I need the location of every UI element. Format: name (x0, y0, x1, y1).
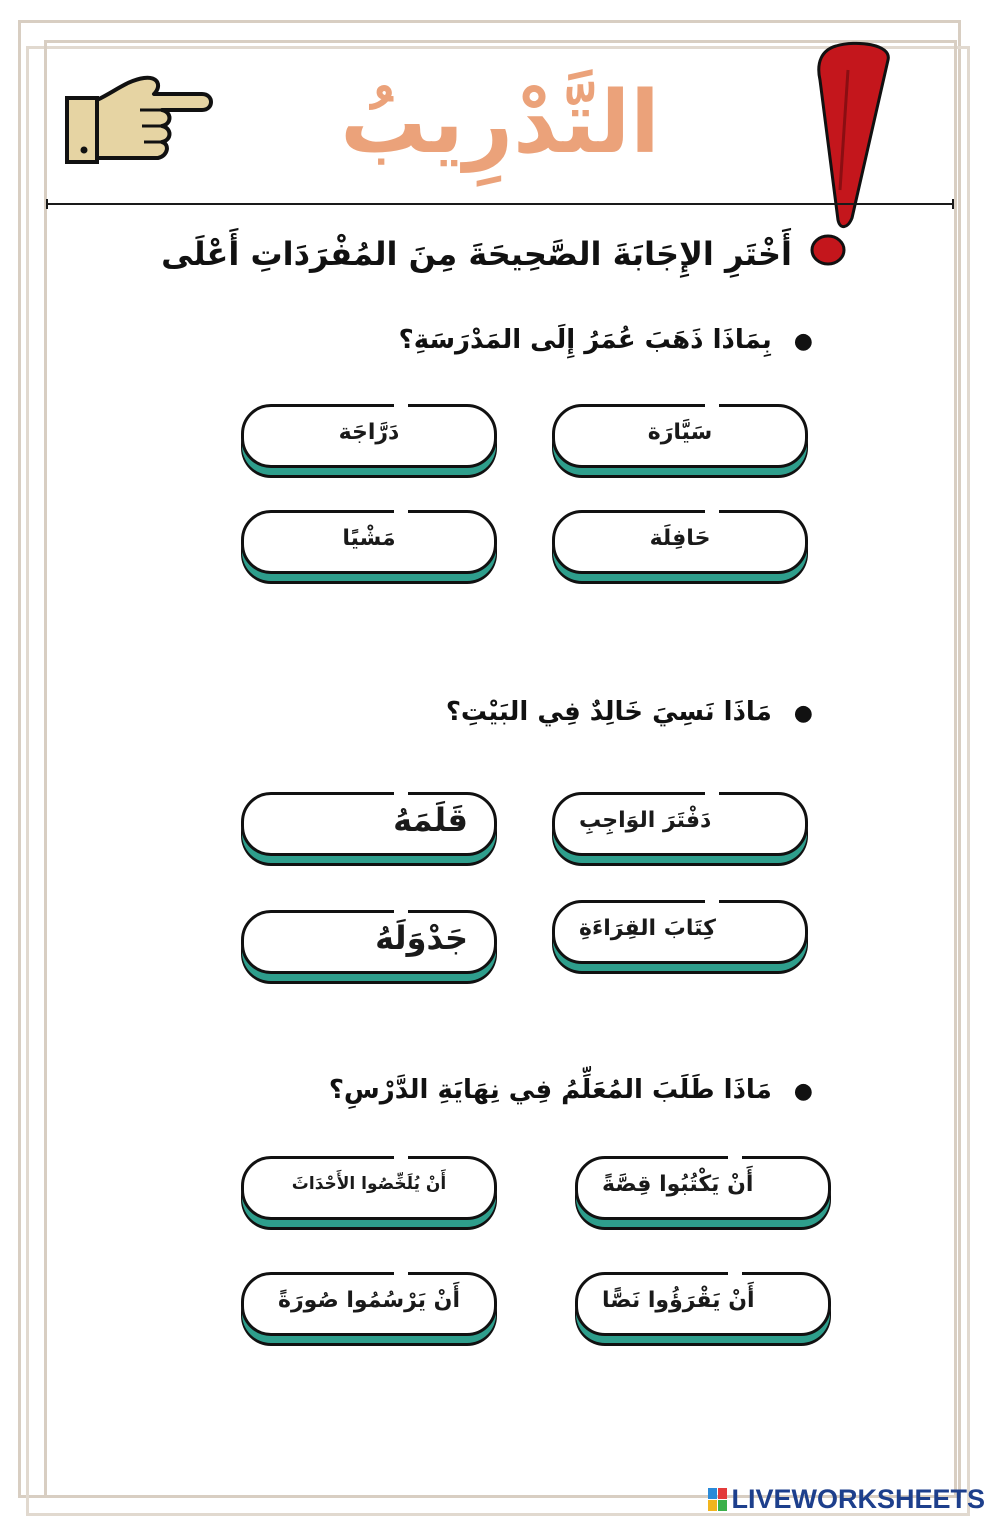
header-divider (46, 203, 954, 205)
divider-end-right (952, 199, 954, 209)
question-2-text: مَاذَا نَسِيَ خَالِدٌ فِي البَيْتِ؟ (445, 697, 772, 727)
bullet-icon: ● (793, 329, 813, 354)
answer-option-label: أَنْ يَقْرَؤُوا نَصًّا (602, 1287, 755, 1313)
question-3-text: مَاذَا طَلَبَ المُعَلِّمُ فِي نِهَايَةِ الدَّرْسِ؟ (328, 1075, 772, 1105)
liveworksheets-mark-icon (708, 1488, 727, 1511)
answer-option[interactable] (241, 404, 497, 468)
answer-option[interactable] (575, 1156, 831, 1220)
answer-option[interactable] (241, 1272, 497, 1336)
answer-option-label: كِتَابَ القِرَاءَةِ (579, 915, 716, 941)
answer-option-label: أَنْ يَكْتُبُوا قِصَّةً (602, 1171, 754, 1197)
answer-option[interactable] (241, 792, 497, 856)
answer-option[interactable] (241, 910, 497, 974)
answer-option-label: حَافِلَة (649, 525, 711, 551)
answer-option[interactable] (552, 792, 808, 856)
answer-option[interactable] (552, 510, 808, 574)
answer-option[interactable] (241, 510, 497, 574)
exclamation-icon (800, 40, 900, 280)
instruction-text: أَخْتَرِ الإِجَابَةَ الصَّحِيحَةَ مِنَ المُفْرَدَاتِ أَعْلَى (161, 235, 792, 273)
question-3 (329, 1068, 813, 1112)
answer-option-label: قَلَمَهُ (393, 801, 468, 839)
answer-option[interactable] (552, 900, 808, 964)
page-title: التَّدْرِيبُ (340, 73, 660, 173)
question-1 (399, 318, 813, 362)
pointing-hand-icon (62, 72, 214, 172)
question-2 (446, 690, 813, 734)
answer-option-label: دَرَّاجَة (338, 419, 400, 445)
question-1-text: بِمَاذَا ذَهَبَ عُمَرُ إِلَى المَدْرَسَةِ؟ (398, 325, 772, 355)
answer-option-label: دَفْتَرَ الوَاجِبِ (579, 807, 712, 833)
bullet-icon: ● (793, 701, 813, 726)
answer-option[interactable] (552, 404, 808, 468)
answer-option-label: جَدْوَلَهُ (375, 919, 468, 957)
answer-option[interactable] (575, 1272, 831, 1336)
brand-name: LIVEWORKSHEETS (731, 1484, 985, 1514)
divider-end-left (46, 199, 48, 209)
answer-option[interactable] (241, 1156, 497, 1220)
answer-option-label: سَيَّارَة (647, 419, 713, 445)
answer-option-label: أَنْ يُلَخِّصُوا الأَحْدَاثَ (291, 1174, 447, 1194)
liveworksheets-logo[interactable] (708, 1482, 985, 1516)
bullet-icon: ● (793, 1079, 813, 1104)
answer-option-label: أَنْ يَرْسُمُوا صُورَةً (278, 1287, 461, 1313)
answer-option-label: مَشْيًا (342, 525, 396, 551)
